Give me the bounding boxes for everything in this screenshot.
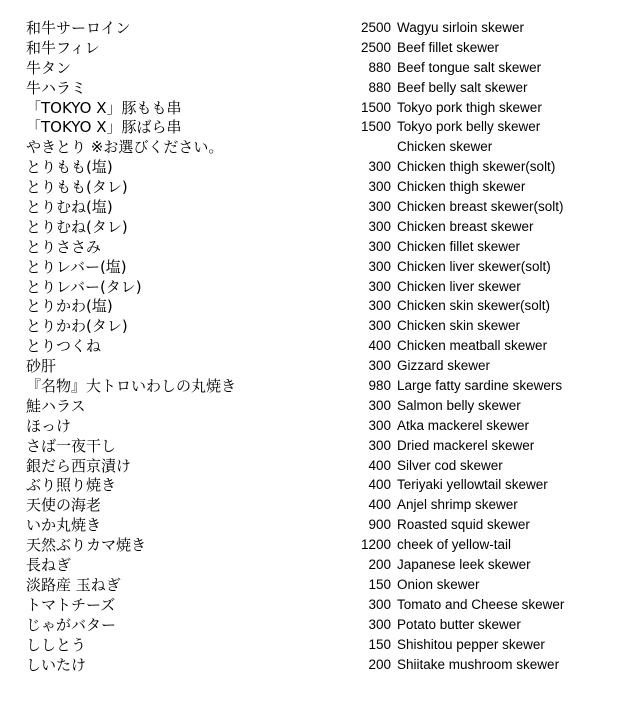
item-name-english: Chicken thigh skewer(solt)	[397, 159, 556, 175]
item-price: 300	[368, 417, 391, 433]
item-name-english: Onion skewer	[397, 576, 480, 592]
menu-item	[0, 237, 632, 257]
menu-item	[0, 575, 632, 595]
item-name-english: Chicken fillet skewer	[397, 238, 521, 254]
item-price: 150	[368, 636, 391, 652]
item-price: 300	[368, 278, 391, 294]
item-name-japanese: とりレバー(タレ)	[26, 277, 142, 296]
item-price: 300	[368, 199, 391, 215]
item-name-english: Chicken thigh skewer	[397, 179, 526, 195]
menu-item	[0, 98, 632, 118]
item-price: 300	[368, 358, 391, 374]
item-name-japanese: とりささみ	[26, 237, 102, 256]
menu-item	[0, 18, 632, 38]
menu-item	[0, 615, 632, 635]
item-name-english: Shiitake mushroom skewer	[397, 656, 560, 672]
menu-item	[0, 515, 632, 535]
item-price: 2500	[360, 39, 391, 55]
menu-item	[0, 396, 632, 416]
item-name-japanese: ぶり照り焼き	[26, 476, 117, 495]
menu-item	[0, 635, 632, 655]
item-name-english: Teriyaki yellowtail skewer	[397, 477, 548, 493]
item-name-english: Chicken liver skewer(solt)	[397, 258, 551, 274]
item-price: 980	[368, 378, 391, 394]
item-name-english: Potato butter skewer	[397, 616, 521, 632]
menu-item	[0, 416, 632, 436]
item-name-japanese: 牛ハラミ	[26, 78, 87, 97]
menu-item	[0, 595, 632, 615]
item-name-english: Beef tongue salt skewer	[397, 59, 542, 75]
item-name-english: Chicken breast skewer(solt)	[397, 199, 564, 215]
item-price: 300	[368, 298, 391, 314]
menu-item	[0, 535, 632, 555]
menu-item	[0, 257, 632, 277]
menu-item	[0, 58, 632, 78]
item-name-english: Chicken meatball skewer	[397, 338, 548, 354]
menu-item	[0, 78, 632, 98]
menu-item	[0, 296, 632, 316]
item-name-japanese: 『名物』大トロいわしの丸焼き	[26, 377, 237, 396]
item-name-japanese: とりもも(塩)	[26, 158, 113, 177]
item-price: 300	[368, 397, 391, 413]
item-name-english: Shishitou pepper skewer	[397, 636, 545, 652]
item-price: 400	[368, 457, 391, 473]
item-price: 300	[368, 596, 391, 612]
menu-item	[0, 456, 632, 476]
item-name-english: Tomato and Cheese skewer	[397, 596, 565, 612]
item-price: 300	[368, 437, 391, 453]
item-price: 300	[368, 159, 391, 175]
menu-item	[0, 38, 632, 58]
item-name-japanese: さば一夜干し	[26, 436, 117, 455]
item-name-english: Beef fillet skewer	[397, 39, 500, 55]
item-name-japanese: 牛タン	[26, 58, 72, 77]
menu-item	[0, 356, 632, 376]
item-name-japanese: 淡路産 玉ねぎ	[26, 575, 121, 594]
item-price: 150	[368, 576, 391, 592]
item-name-japanese: 天使の海老	[26, 496, 102, 515]
item-price: 1500	[360, 99, 391, 115]
item-name-english: Roasted squid skewer	[397, 517, 530, 533]
menu-item	[0, 655, 632, 675]
item-name-english: Chicken breast skewer	[397, 218, 534, 234]
menu-item	[0, 217, 632, 237]
item-name-japanese: しいたけ	[26, 655, 87, 674]
item-name-english: Atka mackerel skewer	[397, 417, 530, 433]
item-price: 300	[368, 258, 391, 274]
item-name-japanese: 長ねぎ	[26, 556, 72, 575]
item-name-japanese: 鮭ハラス	[26, 396, 86, 415]
item-name-japanese: 天然ぶりカマ焼き	[26, 536, 147, 555]
item-name-japanese: とりむね(タレ)	[26, 217, 128, 236]
item-price: 1200	[360, 537, 391, 553]
menu-item	[0, 495, 632, 515]
menu-item	[0, 436, 632, 456]
item-price: 880	[368, 59, 391, 75]
item-name-japanese: とりかわ(タレ)	[26, 317, 128, 336]
item-name-japanese: とりつくね	[26, 337, 102, 356]
item-price: 300	[368, 616, 391, 632]
item-name-english: Chicken skin skewer(solt)	[397, 298, 551, 314]
menu-item	[0, 336, 632, 356]
item-name-english: Chicken skewer	[397, 139, 493, 155]
menu-item	[0, 316, 632, 336]
item-name-japanese: ほっけ	[26, 416, 72, 435]
item-name-japanese: トマトチーズ	[26, 595, 116, 614]
menu-item	[0, 277, 632, 297]
item-name-english: Tokyo pork thigh skewer	[397, 99, 542, 115]
item-price: 880	[368, 79, 391, 95]
menu-list	[0, 18, 632, 674]
item-name-english: Wagyu sirloin skewer	[397, 20, 525, 35]
item-name-english: Salmon belly skewer	[397, 397, 521, 413]
item-name-japanese: ししとう	[26, 635, 87, 654]
item-price: 200	[368, 656, 391, 672]
item-price: 1500	[360, 119, 391, 135]
item-name-english: Beef belly salt skewer	[397, 79, 528, 95]
item-price: 900	[368, 517, 391, 533]
item-name-japanese: じゃがバター	[26, 615, 117, 634]
item-name-english: Large fatty sardine skewers	[397, 378, 563, 394]
item-name-japanese: とりむね(塩)	[26, 198, 113, 217]
item-name-japanese: 銀だら西京漬け	[26, 456, 132, 475]
item-name-japanese: とりレバー(塩)	[26, 257, 127, 276]
menu-item	[0, 376, 632, 396]
item-name-japanese: 「TOKYO X」豚もも串	[26, 98, 182, 117]
menu-item	[0, 197, 632, 217]
item-name-english: Silver cod skewer	[397, 457, 503, 473]
item-price: 300	[368, 179, 391, 195]
item-price: 300	[368, 238, 391, 254]
item-name-japanese: 「TOKYO X」豚ばら串	[26, 118, 182, 137]
menu-item	[0, 117, 632, 137]
item-price: 400	[368, 338, 391, 354]
item-price: 400	[368, 497, 391, 513]
item-price: 300	[368, 218, 391, 234]
item-name-japanese: やきとり ※お選びください。	[26, 138, 224, 157]
item-name-english: Chicken liver skewer	[397, 278, 521, 294]
menu-item	[0, 475, 632, 495]
item-name-japanese: とりもも(タレ)	[26, 178, 128, 197]
item-name-japanese: とりかわ(塩)	[26, 297, 113, 316]
item-name-english: Chicken skin skewer	[397, 318, 521, 334]
menu-item	[0, 137, 632, 157]
item-name-english: Japanese leek skewer	[397, 557, 531, 573]
item-price: 300	[368, 318, 391, 334]
menu-item	[0, 555, 632, 575]
item-price: 400	[368, 477, 391, 493]
item-name-japanese: 砂肝	[26, 357, 57, 376]
item-price: 200	[368, 557, 391, 573]
item-name-english: cheek of yellow-tail	[397, 537, 512, 553]
item-name-japanese: 和牛フィレ	[26, 38, 100, 57]
item-name-japanese: 和牛サーロイン	[26, 19, 131, 37]
menu-item	[0, 157, 632, 177]
menu-item	[0, 177, 632, 197]
item-name-english: Dried mackerel skewer	[397, 437, 535, 453]
item-price: 2500	[360, 20, 391, 35]
item-name-english: Anjel shrimp skewer	[397, 497, 518, 513]
item-name-english: Tokyo pork belly skewer	[397, 119, 541, 135]
item-name-english: Gizzard skewer	[397, 358, 491, 374]
item-name-japanese: いか丸焼き	[26, 516, 102, 535]
